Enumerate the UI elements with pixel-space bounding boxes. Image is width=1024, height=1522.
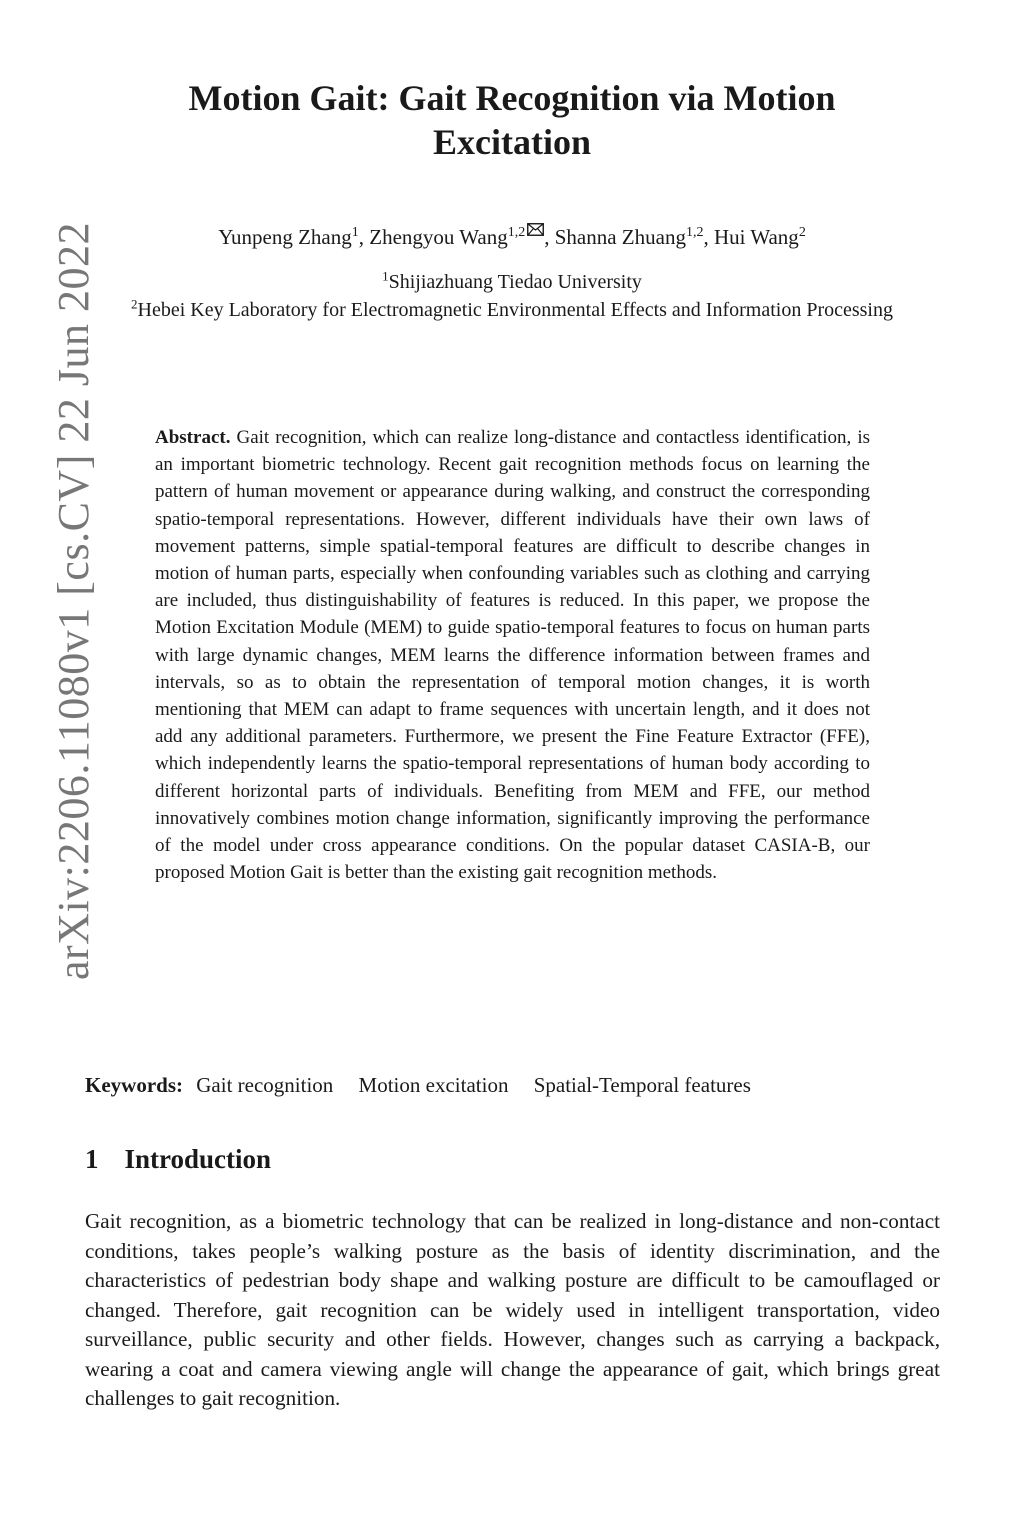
affiliation-mark: 1 bbox=[382, 268, 389, 284]
keywords bbox=[85, 1070, 945, 1100]
section-title: Introduction bbox=[124, 1144, 272, 1174]
affiliation-text: Shijiazhuang Tiedao University bbox=[388, 271, 642, 293]
author-list: Yunpeng Zhang$^1$, Zhengyou Wang$^{1,2}$ , Shanna Zhuang$^{1,2}$, Hui Wang$^2$ bbox=[80, 214, 944, 252]
author-name: Shanna Zhuang bbox=[554, 225, 686, 249]
envelope-icon bbox=[527, 214, 544, 244]
abstract-text: Gait recognition, which can realize long-distance and contactless identification, is an important biometric technology. Recent gait recognition methods focus on learning the pattern of human movement or appearance during walking, and construct the corresponding spatio-temporal representations. However, different individuals have their own laws of movement patterns, simple spatial-temporal features are difficult to describe changes in motion of human parts, especially when confounding variables such as clothing and carrying are included, thus distinguishability of features is reduced. In this paper, we propose the Motion Excitation Module (MEM) to guide spatio-temporal features to focus on human parts with large dynamic changes, MEM learns the difference information between frames and intervals, so as to obtain the representation of temporal motion changes, it is worth mentioning that MEM can adapt to frame sequences with uncertain length, and it does not add any additional parameters. Furthermore, we present the Fine Feature Extractor (FFE), which independently learns the spatio-temporal representations of human body according to different horizontal parts of individuals. Benefiting from MEM and FFE, our method innovatively combines motion change information, significantly improving the performance of the model under cross appearance conditions. On the popular dataset CASIA-B, our proposed Motion Gait is better than the existing gait recognition methods. bbox=[155, 427, 871, 884]
author-name: Zhengyou Wang bbox=[369, 225, 508, 249]
paper-title: Motion Gait: Gait Recognition via Motion Excitation bbox=[188, 78, 836, 162]
author-affiliation-mark: 1 bbox=[351, 225, 359, 240]
keyword: Gait recognition bbox=[196, 1073, 334, 1097]
keywords-label: Keywords: bbox=[85, 1073, 183, 1097]
section-heading bbox=[85, 1144, 271, 1175]
affiliation-text: Hebei Key Laboratory for Electromagnetic Environmental Effects and Information Processing bbox=[137, 299, 893, 321]
affiliation-mark: 2 bbox=[131, 296, 138, 312]
author-affiliation-mark: 1,2 bbox=[685, 225, 704, 240]
arxiv-identifier: arXiv:2206.11080v1 [cs.CV] 22 Jun 2022 bbox=[49, 222, 98, 980]
keyword: Motion excitation bbox=[358, 1073, 509, 1097]
section-number: 1 bbox=[85, 1144, 99, 1174]
author-name: Yunpeng Zhang bbox=[218, 225, 352, 249]
abstract-label: Abstract. bbox=[155, 427, 231, 448]
abstract bbox=[155, 424, 870, 886]
affiliation bbox=[80, 296, 944, 324]
affiliation bbox=[80, 268, 944, 296]
author-affiliation-mark: 1,2 bbox=[507, 225, 526, 240]
author-affiliation-mark: 2 bbox=[798, 225, 806, 240]
keyword: Spatial-Temporal features bbox=[533, 1073, 751, 1097]
intro-paragraph: Gait recognition, as a biometric technology that can be realized in long-distance and non-contact conditions, takes people’s walking posture as the basis of identity discrimination, and the characteristics of pedestrian body shape and walking posture are difficult to be camouflaged or changed. Therefore, gait recognition can be widely used in intelligent transportation, video surveillance, public security and other fields. However, changes such as carrying a backpack, wearing a coat and camera viewing angle will change the appearance of gait, which brings great challenges to gait recognition. bbox=[85, 1209, 940, 1410]
author-name: Hui Wang bbox=[713, 225, 799, 249]
